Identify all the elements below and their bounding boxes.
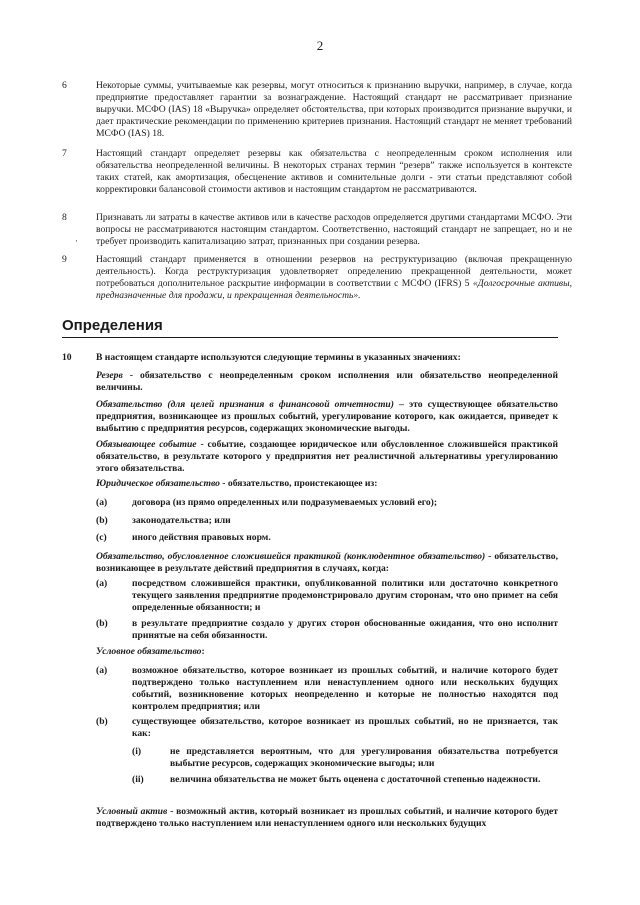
paragraph-text-plain: Настоящий стандарт применяется в отношении резервов на реструктуризацию (включая прекращенную деятельность). Когда реструктуризация удовлетворяет определению прекращенной деятельности, может потребоваться дополнительное раскрытие информации в соответствии с МСФО (IFRS) 5: [96, 254, 572, 289]
item-label: (b): [96, 618, 108, 629]
list-item: в результате предприятие создало у других сторон обоснованные ожидания, что оно исполнит принятые на себя обязанности.: [132, 618, 558, 641]
paragraph-number: 9: [62, 254, 67, 265]
definition-provision: [96, 370, 558, 394]
subitem-label: (i): [132, 746, 142, 757]
term: Обязательство (для целей признания в финансовой отчетности): [96, 399, 394, 410]
paragraph-text-italic: «Долгосрочные активы, предназначенные для продажи, и прекращенная деятельность».: [96, 277, 572, 301]
definition-legal-obligation: [96, 478, 558, 490]
term: Юридическое обязательство: [96, 478, 220, 489]
definition-text: - возможный актив, который возникает из прошлых событий, и наличие которого будет подтверждено только наступлением или ненаступлением одного или нескольких будущих: [96, 806, 558, 829]
definition-constructive-obligation: [96, 551, 558, 575]
definition-liability: [96, 399, 558, 435]
term: Условное обязательство: [96, 646, 202, 657]
definition-text: – это существующее обязательство предприятия, возникающее из прошлых событий, урегулирование которого, как ожидается, приведет к выбытию с предприятия ресурсов, содержащих экономические выгоды.: [96, 399, 558, 434]
paragraph-number: 10: [62, 352, 72, 363]
definition-text: :: [201, 646, 205, 657]
heading-rule: [62, 337, 558, 338]
page-number: 2: [316, 38, 324, 53]
definition-text: - обязательство с неопределенным сроком исполнения или обязательство неопределенной величины.: [96, 370, 558, 393]
item-label: (a): [96, 497, 108, 508]
sub-list-item: величина обязательства не может быть оценена с достаточной степенью надежности.: [170, 774, 541, 785]
definition-text: - обязательство, проистекающее из:: [219, 478, 378, 489]
paragraph-text: Настоящий стандарт определяет резервы как обязательства с неопределенным сроком исполнения или обязательства неопределенной величины. В некоторых странах термин “резерв” также используется в контексте таких статей, как амортизация, обесценение активов и сомнительные долги - эти статьи представляют собой корректировки балансовой стоимости активов и настоящим стандартом не рассматриваются.: [96, 148, 572, 195]
definition-text: - событие, создающее юридическое или обусловленное сложившейся практикой обязательство, в результате которого у предприятия нет реалистичной альтернативы урегулированию этого обязательства.: [96, 439, 559, 474]
definition-contingent-liability: [96, 646, 558, 658]
item-label: (a): [96, 578, 108, 589]
definition-contingent-asset: [96, 806, 558, 830]
item-label: (c): [96, 532, 107, 543]
paragraph-text: Признавать ли затраты в качестве активов или в качестве расходов определяется другими стандартами МСФО. Эти вопросы не рассматриваются настоящим стандартом. Соответственно, настоящий стандарт не запрещает, но и не требует производить капитализацию затрат, признанных при создании резерва.: [96, 212, 572, 247]
definition-text: - обязательство, возникающее в результате действий предприятия в случаях, когда:: [96, 551, 558, 574]
term: Обязательство, обусловленное сложившейся практикой (конклюдентное обязательство): [96, 551, 486, 562]
list-item: возможное обязательство, которое возникает из прошлых событий, и наличие которого будет подтверждено только наступлением или ненаступлением одного или нескольких будущих событий, возникновение которых неопределенно и которые не полностью находятся под контролем предприятия; или: [132, 665, 558, 712]
paragraph-text: Некоторые суммы, учитываемые как резервы, могут относиться к признанию выручки, например, в случае, когда предприятие предоставляет гарантии за вознаграждение. Настоящий стандарт не рассматривает признание выручки. МСФО (IAS) 18 «Выручка» определяет обстоятельства, при которых производится признание выручки, и дает практические рекомендации по применению критериев признания. Настоящий стандарт не меняет требований МСФО (IAS) 18.: [96, 80, 572, 139]
paragraph-number: 7: [62, 148, 67, 159]
list-item: существующее обязательство, которое возникает из прошлых событий, но не признается, так как:: [132, 716, 558, 739]
term: Обязывающее событие: [96, 439, 197, 450]
paragraph-number: 6: [62, 80, 67, 91]
list-item: посредством сложившейся практики, опубликованной политики или достаточно конкретного текущего заявления предприятие продемонстрировало другим сторонам, что оно примет на себя определенные обязанности; и: [132, 578, 558, 613]
list-item: договора (из прямо определенных или подразумеваемых условий его);: [132, 497, 438, 508]
term: Условный актив: [96, 806, 168, 817]
item-label: (b): [96, 716, 108, 727]
list-item: законодательства; или: [132, 515, 231, 526]
section-heading: Определения: [62, 317, 163, 334]
sub-list-item: не представляется вероятным, что для урегулирования обязательства потребуется выбытие ресурсов, содержащих экономические выгоды; или: [170, 746, 558, 769]
paragraph-text: [96, 254, 572, 302]
definition-obligating-event: [96, 439, 558, 475]
item-label: (b): [96, 515, 108, 526]
term: Резерв: [96, 370, 123, 381]
list-item: иного действия правовых норм.: [132, 532, 271, 543]
definitions-intro: В настоящем стандарте используются следующие термины в указанных значениях:: [96, 352, 461, 363]
subitem-label: (ii): [132, 774, 144, 785]
margin-mark: ·: [75, 236, 78, 246]
item-label: (a): [96, 665, 108, 676]
paragraph-number: 8: [62, 212, 67, 223]
